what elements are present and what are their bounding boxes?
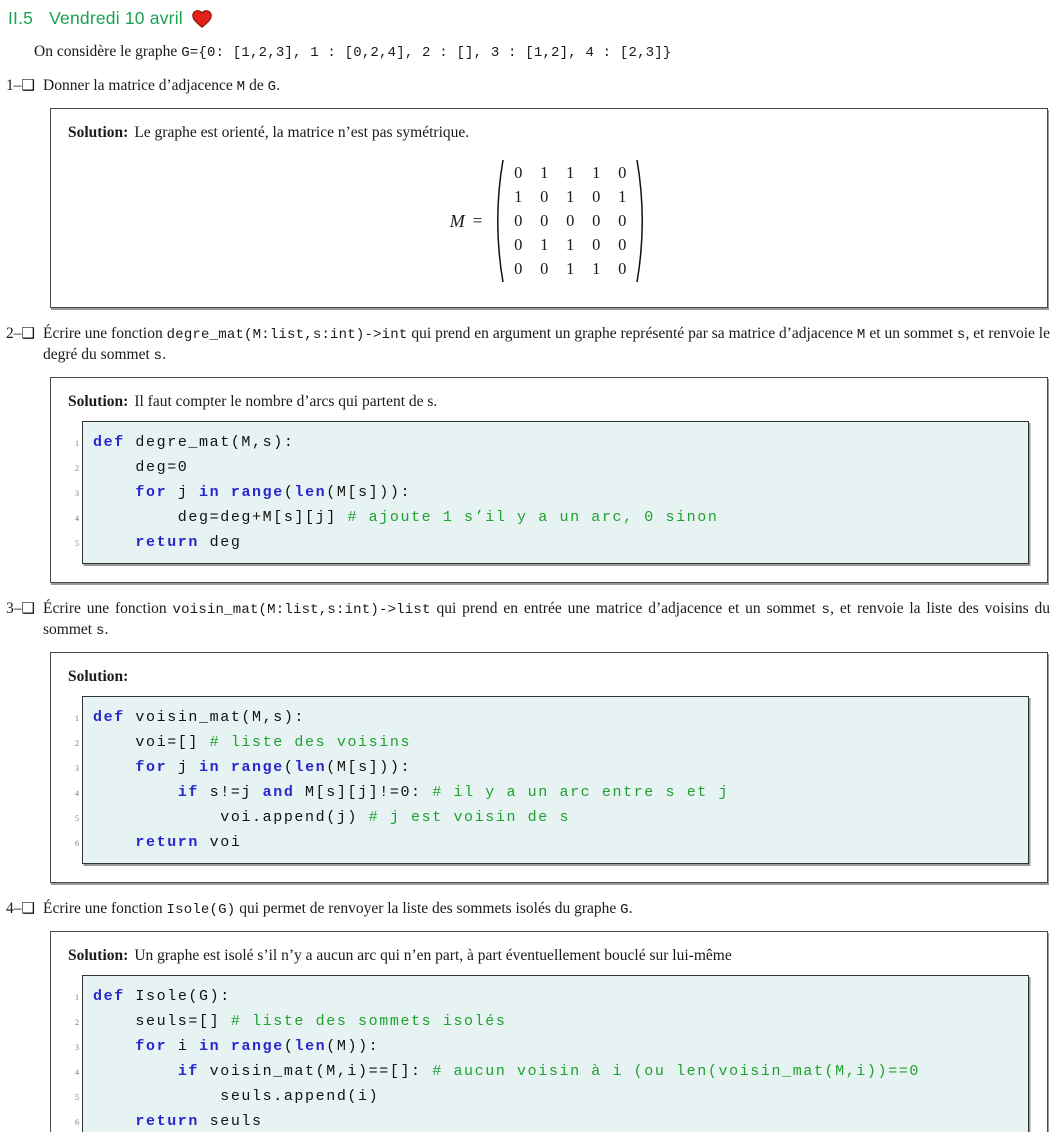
line-number: 2 bbox=[75, 739, 79, 748]
code-line bbox=[93, 530, 1018, 555]
question-block-2 bbox=[4, 324, 1052, 583]
solution-box-3 bbox=[50, 652, 1048, 883]
solution-label: Solution: bbox=[68, 124, 129, 141]
matrix-cell: 1 bbox=[592, 259, 601, 278]
code-line bbox=[93, 1084, 1018, 1109]
text-run: voi=[] bbox=[93, 734, 210, 751]
inline-code: s bbox=[956, 327, 966, 343]
matrix-cell: 1 bbox=[540, 163, 549, 182]
matrix-cell: 0 bbox=[514, 235, 523, 254]
code-keyword: return bbox=[135, 834, 200, 851]
line-number: 3 bbox=[75, 764, 79, 773]
inline-code: Isole(G) bbox=[166, 902, 236, 918]
text-run: (M)): bbox=[326, 1038, 380, 1055]
line-number-gutter bbox=[68, 696, 82, 864]
matrix-cell: 0 bbox=[566, 211, 575, 230]
matrix-cell: 0 bbox=[514, 211, 523, 230]
solution-heading bbox=[68, 945, 1031, 966]
code-line bbox=[93, 480, 1018, 505]
text-run: seuls.append(i) bbox=[93, 1088, 380, 1105]
code-keyword: if bbox=[177, 784, 200, 801]
code-keyword: len bbox=[294, 759, 327, 776]
solution-heading bbox=[68, 122, 1031, 143]
line-number: 1 bbox=[75, 714, 79, 723]
code-line bbox=[93, 505, 1018, 530]
matrix-cell: 1 bbox=[592, 163, 601, 182]
code-keyword: and bbox=[262, 784, 295, 801]
text-run bbox=[220, 1038, 231, 1055]
matrix-left-paren bbox=[491, 157, 505, 285]
code-keyword: len bbox=[294, 1038, 327, 1055]
line-number-gutter bbox=[68, 975, 82, 1132]
code-line bbox=[93, 805, 1018, 830]
text-run: voi bbox=[199, 834, 242, 851]
line-number: 5 bbox=[75, 1093, 79, 1102]
text-run: qui prend en entrée une matrice d’adjacence et un sommet bbox=[430, 600, 822, 617]
line-number: 1 bbox=[75, 993, 79, 1002]
question-number: 1 bbox=[6, 77, 14, 94]
section-title-text: Vendredi 10 avril bbox=[49, 8, 183, 28]
question-block-3 bbox=[4, 599, 1052, 883]
text-run: qui prend en argument un graphe représenté par sa matrice d’adjacence bbox=[407, 325, 857, 342]
question-number: 2 bbox=[6, 325, 14, 342]
text-run: . bbox=[104, 621, 109, 638]
matrix-cell: 0 bbox=[618, 211, 627, 230]
solution-heading bbox=[68, 666, 1031, 687]
text-run: , et renvoie la liste des voisins du sommet bbox=[43, 600, 1050, 638]
code-keyword: def bbox=[93, 434, 125, 451]
solution-heading bbox=[68, 391, 1031, 412]
matrix-cell: 0 bbox=[540, 187, 549, 206]
matrix-cell: 1 bbox=[618, 187, 627, 206]
text-run: M[s][j]!=0: bbox=[294, 784, 433, 801]
question-3-label bbox=[6, 599, 43, 641]
matrix-cell: 0 bbox=[514, 259, 523, 278]
solution-box-4 bbox=[50, 931, 1048, 1132]
question-4-text bbox=[43, 899, 1052, 920]
matrix-cell: 0 bbox=[618, 235, 627, 254]
text-run bbox=[93, 534, 135, 551]
text-run: , et renvoie le degré du sommet bbox=[43, 325, 1050, 363]
code-box bbox=[82, 696, 1029, 864]
matrix-cell: 0 bbox=[592, 235, 601, 254]
text-run: . bbox=[628, 900, 633, 917]
text-run: ( bbox=[283, 484, 295, 501]
code-line bbox=[93, 430, 1018, 455]
inline-code: s bbox=[153, 348, 163, 364]
question-block-4 bbox=[4, 899, 1052, 1132]
text-run: seuls=[] bbox=[93, 1013, 231, 1030]
code-keyword: def bbox=[93, 709, 125, 726]
code-line bbox=[93, 780, 1018, 805]
matrix-cell: 1 bbox=[514, 187, 523, 206]
question-4-label bbox=[6, 899, 43, 920]
code-box bbox=[82, 975, 1029, 1132]
matrix-cell: 0 bbox=[592, 187, 601, 206]
code-keyword: for bbox=[135, 759, 168, 776]
code-keyword: len bbox=[294, 484, 327, 501]
line-number-gutter bbox=[68, 421, 82, 564]
questions-container bbox=[4, 76, 1052, 1132]
text-run bbox=[220, 484, 231, 501]
code-line bbox=[93, 830, 1018, 855]
question-block-1 bbox=[4, 76, 1052, 308]
code-comment: # j est voisin de s bbox=[368, 809, 571, 826]
code-keyword: in bbox=[199, 484, 221, 501]
text-run: Il faut compter le nombre d’arcs qui partent de s. bbox=[134, 393, 438, 410]
text-run bbox=[93, 1113, 135, 1130]
text-run: i bbox=[167, 1038, 200, 1055]
code-keyword: in bbox=[199, 759, 221, 776]
solution-label: Solution: bbox=[68, 668, 129, 685]
line-number: 3 bbox=[75, 489, 79, 498]
matrix-cell: 0 bbox=[540, 259, 549, 278]
text-run: Écrire une fonction bbox=[43, 325, 167, 342]
code-listing bbox=[68, 421, 1029, 564]
question-3 bbox=[6, 599, 1052, 641]
code-keyword: range bbox=[230, 1038, 284, 1055]
text-run: Donner la matrice d’adjacence bbox=[43, 77, 237, 94]
code-listing bbox=[68, 696, 1029, 864]
text-run: Isole(G): bbox=[124, 988, 231, 1005]
code-comment: # liste des voisins bbox=[209, 734, 412, 751]
solution-box-2 bbox=[50, 377, 1048, 583]
text-run: voisin_mat(M,s): bbox=[124, 709, 306, 726]
line-number: 5 bbox=[75, 814, 79, 823]
inline-code: G bbox=[620, 902, 629, 918]
code-keyword: return bbox=[135, 534, 200, 551]
matrix-cell: 1 bbox=[540, 235, 549, 254]
line-number: 4 bbox=[75, 789, 79, 798]
line-number: 2 bbox=[75, 464, 79, 473]
question-2-label bbox=[6, 324, 43, 366]
inline-code: degre_mat(M:list,s:int)->int bbox=[166, 327, 408, 343]
matrix-grid bbox=[505, 161, 635, 281]
text-run: On considère le graphe bbox=[34, 43, 182, 60]
code-line bbox=[93, 705, 1018, 730]
code-comment: # aucun voisin à i (ou len(voisin_mat(M,i))==0 bbox=[432, 1063, 920, 1080]
matrix-equals: = bbox=[472, 211, 483, 230]
code-comment: # ajoute 1 s’il y a un arc, 0 sinon bbox=[347, 509, 719, 526]
inline-code: G={0: [1,2,3], 1 : [0,2,4], 2 : [], 3 : [1,2], 4 : [2,3]} bbox=[181, 45, 672, 61]
checkbox-icon: ❑ bbox=[21, 76, 35, 94]
inline-code: s bbox=[821, 602, 831, 618]
line-number: 1 bbox=[75, 439, 79, 448]
text-run: (M[s])): bbox=[326, 759, 412, 776]
text-run: Le graphe est orienté, la matrice n’est pas symétrique. bbox=[134, 124, 470, 141]
line-number: 4 bbox=[75, 514, 79, 523]
code-line bbox=[93, 1059, 1018, 1084]
line-number: 4 bbox=[75, 1068, 79, 1077]
line-number: 5 bbox=[75, 539, 79, 548]
matrix-cell: 1 bbox=[566, 259, 575, 278]
line-number: 2 bbox=[75, 1018, 79, 1027]
text-run bbox=[220, 759, 231, 776]
code-keyword: for bbox=[135, 484, 168, 501]
code-line bbox=[93, 1034, 1018, 1059]
text-run: ( bbox=[283, 759, 295, 776]
question-number: 4 bbox=[6, 900, 14, 917]
question-1 bbox=[6, 76, 1052, 97]
solution-label: Solution: bbox=[68, 393, 129, 410]
code-keyword: in bbox=[199, 1038, 221, 1055]
question-4 bbox=[6, 899, 1052, 920]
text-run: Écrire une fonction bbox=[43, 900, 167, 917]
text-run: deg bbox=[199, 534, 242, 551]
matrix-cell: 1 bbox=[566, 163, 575, 182]
code-keyword: range bbox=[230, 484, 284, 501]
code-comment: # il y a un arc entre s et j bbox=[432, 784, 730, 801]
question-number: 3 bbox=[6, 600, 14, 617]
adjacency-matrix bbox=[68, 157, 1031, 285]
checkbox-icon: ❑ bbox=[21, 324, 35, 342]
text-run: j bbox=[167, 759, 200, 776]
question-2-text bbox=[43, 324, 1052, 366]
question-dash: – bbox=[13, 77, 22, 94]
section-number: II.5 bbox=[8, 8, 34, 28]
text-run bbox=[93, 759, 135, 776]
line-number: 3 bbox=[75, 1043, 79, 1052]
code-box bbox=[82, 421, 1029, 564]
code-keyword: for bbox=[135, 1038, 168, 1055]
code-line bbox=[93, 1109, 1018, 1132]
solution-label: Solution: bbox=[68, 947, 129, 964]
checkbox-icon: ❑ bbox=[21, 899, 35, 917]
inline-code: s bbox=[95, 623, 105, 639]
text-run: et un sommet bbox=[865, 325, 957, 342]
code-listing bbox=[68, 975, 1029, 1132]
code-line bbox=[93, 455, 1018, 480]
matrix-cell: 0 bbox=[618, 259, 627, 278]
matrix-right-paren bbox=[635, 157, 649, 285]
matrix-cell: 1 bbox=[566, 235, 575, 254]
matrix-cell: 0 bbox=[540, 211, 549, 230]
code-comment: # liste des sommets isolés bbox=[230, 1013, 507, 1030]
solution-box-1 bbox=[50, 108, 1048, 308]
inline-code: M bbox=[236, 79, 246, 95]
text-run: ( bbox=[283, 1038, 295, 1055]
matrix-cell: 0 bbox=[618, 163, 627, 182]
matrix-cell: 0 bbox=[514, 163, 523, 182]
text-run: deg=0 bbox=[93, 459, 189, 476]
question-1-label bbox=[6, 76, 43, 97]
text-run: voi.append(j) bbox=[93, 809, 369, 826]
text-run: . bbox=[162, 346, 167, 363]
text-run bbox=[93, 784, 178, 801]
question-1-text bbox=[43, 76, 1052, 97]
text-run: Un graphe est isolé s’il n’y a aucun arc qui n’en part, à part éventuellement bouclé sur lui-même bbox=[134, 947, 732, 964]
text-run: degre_mat(M,s): bbox=[124, 434, 295, 451]
text-run: deg=deg+M[s][j] bbox=[93, 509, 348, 526]
code-line bbox=[93, 1009, 1018, 1034]
text-run: . bbox=[276, 77, 281, 94]
intro-paragraph bbox=[34, 43, 1052, 61]
text-run bbox=[93, 484, 135, 501]
heart-icon bbox=[191, 8, 213, 29]
question-3-text bbox=[43, 599, 1052, 641]
line-number: 6 bbox=[75, 1118, 79, 1127]
code-line bbox=[93, 984, 1018, 1009]
question-dash: – bbox=[13, 325, 22, 342]
text-run: seuls bbox=[199, 1113, 263, 1130]
code-keyword: def bbox=[93, 988, 125, 1005]
matrix-cell: 0 bbox=[592, 211, 601, 230]
inline-code: M bbox=[856, 327, 866, 343]
text-run bbox=[93, 834, 135, 851]
text-run: de bbox=[245, 77, 268, 94]
text-run bbox=[93, 1038, 135, 1055]
inline-code: G bbox=[267, 79, 277, 95]
text-run: j bbox=[167, 484, 200, 501]
question-dash: – bbox=[13, 900, 22, 917]
text-run: voisin_mat(M,i)==[]: bbox=[199, 1063, 433, 1080]
question-2 bbox=[6, 324, 1052, 366]
code-keyword: if bbox=[177, 1063, 200, 1080]
text-run: s!=j bbox=[199, 784, 263, 801]
matrix-cell: 1 bbox=[566, 187, 575, 206]
text-run: Écrire une fonction bbox=[43, 600, 173, 617]
text-run: qui permet de renvoyer la liste des sommets isolés du graphe bbox=[235, 900, 621, 917]
matrix-variable: M bbox=[449, 210, 465, 231]
code-keyword: range bbox=[230, 759, 284, 776]
inline-code: voisin_mat(M:list,s:int)->list bbox=[172, 602, 431, 618]
code-line bbox=[93, 755, 1018, 780]
line-number: 6 bbox=[75, 839, 79, 848]
code-keyword: return bbox=[135, 1113, 200, 1130]
checkbox-icon: ❑ bbox=[21, 599, 35, 617]
code-line bbox=[93, 730, 1018, 755]
question-dash: – bbox=[13, 600, 22, 617]
section-title bbox=[8, 8, 1052, 29]
text-run bbox=[93, 1063, 178, 1080]
text-run: (M[s])): bbox=[326, 484, 412, 501]
